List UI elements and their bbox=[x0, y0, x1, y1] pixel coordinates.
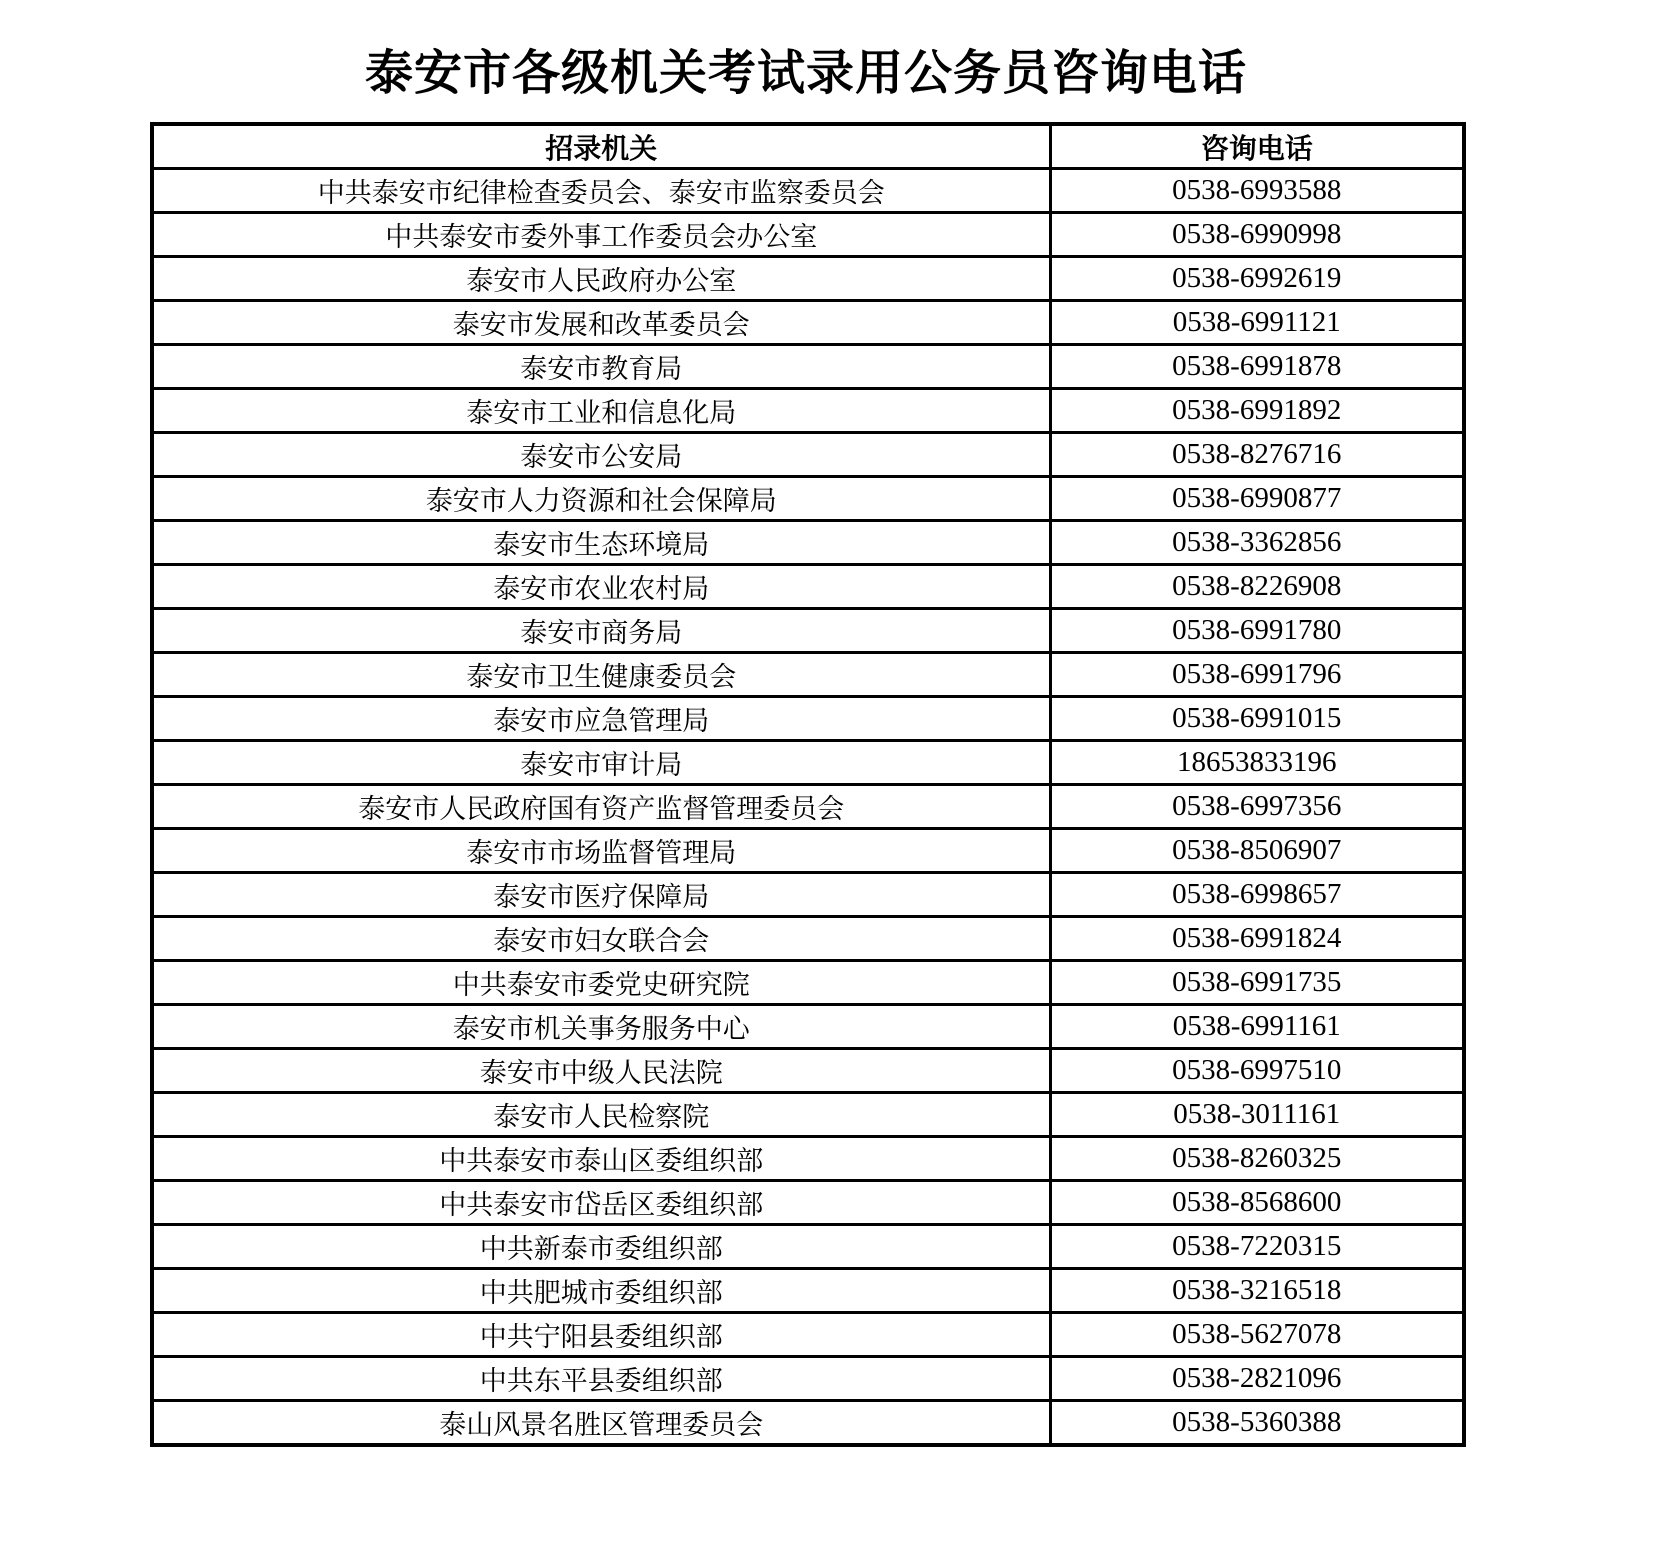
phone-cell: 0538-6991735 bbox=[1050, 961, 1464, 1005]
phone-cell: 0538-3011161 bbox=[1050, 1093, 1464, 1137]
table-row bbox=[152, 169, 1464, 213]
page-title: 泰安市各级机关考试录用公务员咨询电话 bbox=[364, 47, 1247, 100]
table-row bbox=[152, 1181, 1464, 1225]
phone-cell: 0538-6992619 bbox=[1050, 257, 1464, 301]
table-row bbox=[152, 741, 1464, 785]
table-row bbox=[152, 345, 1464, 389]
table-row bbox=[152, 829, 1464, 873]
agency-cell: 中共泰安市泰山区委组织部 bbox=[152, 1137, 1050, 1181]
agency-cell: 泰安市审计局 bbox=[152, 741, 1050, 785]
table-row bbox=[152, 1225, 1464, 1269]
agency-cell: 泰安市卫生健康委员会 bbox=[152, 653, 1050, 697]
agency-cell: 泰安市农业农村局 bbox=[152, 565, 1050, 609]
phone-table bbox=[150, 122, 1466, 1447]
agency-cell: 泰安市人民检察院 bbox=[152, 1093, 1050, 1137]
agency-cell: 泰安市应急管理局 bbox=[152, 697, 1050, 741]
phone-cell: 0538-3216518 bbox=[1050, 1269, 1464, 1313]
phone-cell: 18653833196 bbox=[1050, 741, 1464, 785]
table-row bbox=[152, 1005, 1464, 1049]
phone-cell: 0538-6993588 bbox=[1050, 169, 1464, 213]
agency-cell: 泰安市妇女联合会 bbox=[152, 917, 1050, 961]
agency-cell: 中共东平县委组织部 bbox=[152, 1357, 1050, 1401]
phone-cell: 0538-6990998 bbox=[1050, 213, 1464, 257]
table-row bbox=[152, 1313, 1464, 1357]
phone-cell: 0538-6997356 bbox=[1050, 785, 1464, 829]
phone-cell: 0538-6997510 bbox=[1050, 1049, 1464, 1093]
agency-cell: 泰安市工业和信息化局 bbox=[152, 389, 1050, 433]
agency-cell: 泰安市人民政府国有资产监督管理委员会 bbox=[152, 785, 1050, 829]
phone-cell: 0538-6991892 bbox=[1050, 389, 1464, 433]
phone-cell: 0538-8276716 bbox=[1050, 433, 1464, 477]
table-row bbox=[152, 1357, 1464, 1401]
table-row bbox=[152, 917, 1464, 961]
agency-cell: 中共新泰市委组织部 bbox=[152, 1225, 1050, 1269]
agency-cell: 泰安市机关事务服务中心 bbox=[152, 1005, 1050, 1049]
phone-cell: 0538-6991878 bbox=[1050, 345, 1464, 389]
agency-cell: 泰安市人民政府办公室 bbox=[152, 257, 1050, 301]
table-row bbox=[152, 1401, 1464, 1446]
phone-cell: 0538-6991161 bbox=[1050, 1005, 1464, 1049]
phone-cell: 0538-8506907 bbox=[1050, 829, 1464, 873]
phone-cell: 0538-8260325 bbox=[1050, 1137, 1464, 1181]
table-row bbox=[152, 785, 1464, 829]
agency-cell: 泰安市发展和改革委员会 bbox=[152, 301, 1050, 345]
table-row bbox=[152, 1137, 1464, 1181]
table-row bbox=[152, 609, 1464, 653]
phone-cell: 0538-6991121 bbox=[1050, 301, 1464, 345]
agency-cell: 中共宁阳县委组织部 bbox=[152, 1313, 1050, 1357]
phone-cell: 0538-6991015 bbox=[1050, 697, 1464, 741]
agency-cell: 泰安市商务局 bbox=[152, 609, 1050, 653]
phone-cell: 0538-3362856 bbox=[1050, 521, 1464, 565]
table-row bbox=[152, 1269, 1464, 1313]
phone-cell: 0538-6991824 bbox=[1050, 917, 1464, 961]
phone-cell: 0538-8568600 bbox=[1050, 1181, 1464, 1225]
table-row bbox=[152, 433, 1464, 477]
agency-cell: 泰山风景名胜区管理委员会 bbox=[152, 1401, 1050, 1446]
agency-cell: 中共肥城市委组织部 bbox=[152, 1269, 1050, 1313]
table-row bbox=[152, 213, 1464, 257]
table-row bbox=[152, 257, 1464, 301]
column-header-phone: 咨询电话 bbox=[1050, 124, 1464, 169]
phone-cell: 0538-5360388 bbox=[1050, 1401, 1464, 1446]
agency-cell: 泰安市中级人民法院 bbox=[152, 1049, 1050, 1093]
table-row bbox=[152, 873, 1464, 917]
agency-cell: 泰安市人力资源和社会保障局 bbox=[152, 477, 1050, 521]
agency-cell: 泰安市市场监督管理局 bbox=[152, 829, 1050, 873]
phone-cell: 0538-8226908 bbox=[1050, 565, 1464, 609]
agency-cell: 中共泰安市委党史研究院 bbox=[152, 961, 1050, 1005]
phone-cell: 0538-6990877 bbox=[1050, 477, 1464, 521]
column-header-agency: 招录机关 bbox=[152, 124, 1050, 169]
agency-cell: 泰安市生态环境局 bbox=[152, 521, 1050, 565]
table-row bbox=[152, 477, 1464, 521]
table-row bbox=[152, 1049, 1464, 1093]
table-row bbox=[152, 961, 1464, 1005]
table-row bbox=[152, 697, 1464, 741]
phone-cell: 0538-7220315 bbox=[1050, 1225, 1464, 1269]
phone-cell: 0538-2821096 bbox=[1050, 1357, 1464, 1401]
table-header-row bbox=[152, 124, 1464, 169]
phone-cell: 0538-5627078 bbox=[1050, 1313, 1464, 1357]
agency-cell: 泰安市教育局 bbox=[152, 345, 1050, 389]
table-row bbox=[152, 1093, 1464, 1137]
table-row bbox=[152, 565, 1464, 609]
phone-cell: 0538-6991796 bbox=[1050, 653, 1464, 697]
table-row bbox=[152, 301, 1464, 345]
phone-cell: 0538-6991780 bbox=[1050, 609, 1464, 653]
table-body bbox=[152, 169, 1464, 1446]
agency-cell: 中共泰安市岱岳区委组织部 bbox=[152, 1181, 1050, 1225]
phone-cell: 0538-6998657 bbox=[1050, 873, 1464, 917]
agency-cell: 泰安市医疗保障局 bbox=[152, 873, 1050, 917]
agency-cell: 中共泰安市纪律检查委员会、泰安市监察委员会 bbox=[152, 169, 1050, 213]
agency-cell: 中共泰安市委外事工作委员会办公室 bbox=[152, 213, 1050, 257]
table-row bbox=[152, 653, 1464, 697]
table-row bbox=[152, 521, 1464, 565]
table-row bbox=[152, 389, 1464, 433]
agency-cell: 泰安市公安局 bbox=[152, 433, 1050, 477]
